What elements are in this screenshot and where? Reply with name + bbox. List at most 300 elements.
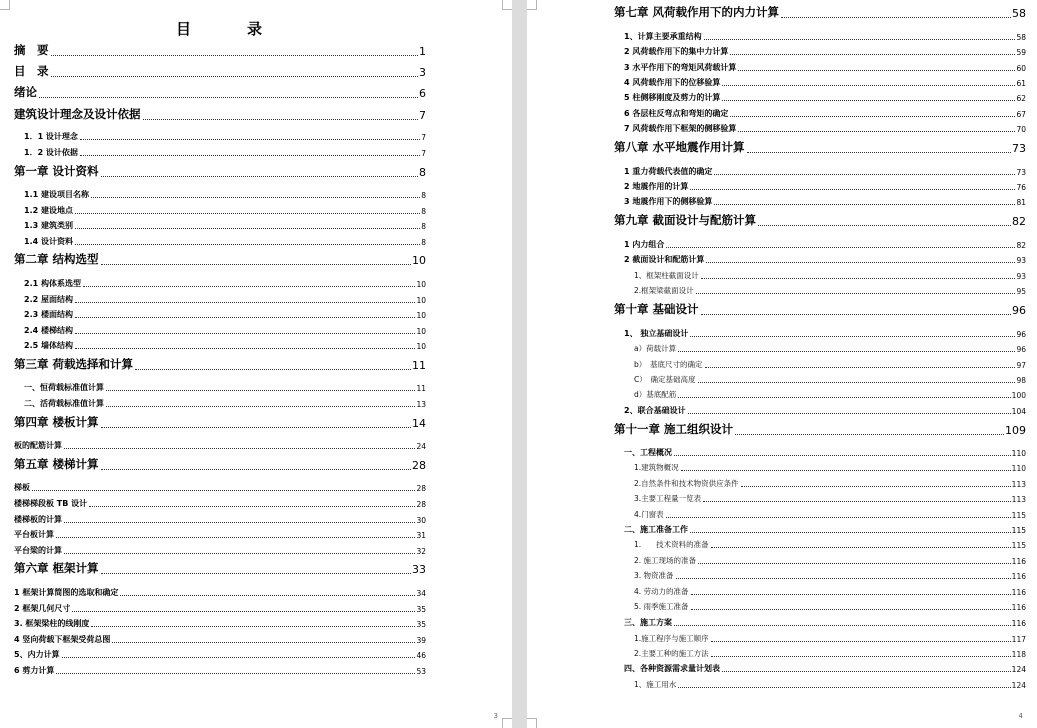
toc-entry-title: 4. 劳动力的准备 xyxy=(634,587,689,596)
toc-leader-dots xyxy=(698,382,1016,383)
toc-entry-page: 104 xyxy=(1011,407,1026,416)
toc-entry-title: 建筑设计理念及设计依据 xyxy=(14,107,141,121)
toc-entry-page: 58 xyxy=(1012,7,1026,20)
toc-entry-title: 1.2 建设地点 xyxy=(24,206,73,215)
toc-heading-char: 录 xyxy=(247,20,265,38)
toc-entry-title: 目 录 xyxy=(14,64,49,78)
toc-entry[interactable] xyxy=(14,665,426,676)
toc-entry-page: 116 xyxy=(1011,619,1026,628)
toc-entry-title: 4.门窗表 xyxy=(634,510,664,519)
toc-leader-dots xyxy=(91,626,415,627)
toc-leader-dots xyxy=(674,455,1011,456)
toc-entry-page: 10 xyxy=(416,296,426,305)
toc-entry[interactable] xyxy=(14,84,426,100)
toc-leader-dots xyxy=(75,348,415,349)
toc-leader-dots xyxy=(705,367,1016,368)
toc-leader-dots xyxy=(75,228,420,229)
toc-entry-page: 24 xyxy=(416,442,426,451)
toc-entry-page: 100 xyxy=(1011,391,1026,400)
toc-leader-dots xyxy=(112,642,415,643)
toc-entry[interactable] xyxy=(614,31,1026,42)
toc-leader-dots xyxy=(101,427,411,428)
toc-entry-page: 6 xyxy=(419,87,426,100)
toc-entry[interactable] xyxy=(14,634,426,645)
toc-leader-dots xyxy=(747,152,1011,153)
toc-entry-page: 115 xyxy=(1011,541,1026,550)
toc-entry[interactable] xyxy=(14,414,426,430)
toc-entry-page: 35 xyxy=(416,605,426,614)
toc-entry[interactable] xyxy=(614,77,1026,88)
toc-entry[interactable] xyxy=(14,236,426,247)
toc-leader-dots xyxy=(64,522,415,523)
toc-entry-page: 60 xyxy=(1016,64,1026,73)
toc-leader-dots xyxy=(80,139,420,140)
toc-entry[interactable] xyxy=(614,212,1026,228)
toc-entry-title: 1 重力荷载代表值的确定 xyxy=(624,167,713,176)
toc-entry[interactable] xyxy=(614,539,1026,550)
toc-entry-title: 1．1 设计理念 xyxy=(24,132,78,141)
toc-entry-page: 8 xyxy=(421,238,426,247)
toc-entry[interactable] xyxy=(14,587,426,598)
toc-entry-page: 7 xyxy=(421,149,426,158)
toc-entry-page: 96 xyxy=(1012,304,1026,317)
toc-entry[interactable] xyxy=(14,529,426,540)
toc-entry-title: b） 基底尺寸的确定 xyxy=(634,360,703,369)
toc-entry[interactable] xyxy=(614,679,1026,690)
crop-mark xyxy=(0,0,10,10)
toc-entry[interactable] xyxy=(614,421,1026,437)
toc-entry-title: 四、各种资源需求量计划表 xyxy=(624,664,720,673)
toc-entry-page: 70 xyxy=(1016,125,1026,134)
toc-leader-dots xyxy=(64,448,415,449)
toc-entry-title: 2 地震作用的计算 xyxy=(624,182,689,191)
toc-entry-title: 2 风荷载作用下的集中力计算 xyxy=(624,47,729,56)
toc-leader-dots xyxy=(711,656,1011,657)
toc-entry-page: 117 xyxy=(1011,635,1026,644)
toc-entry-page: 7 xyxy=(419,109,426,122)
crop-mark xyxy=(502,718,512,728)
toc-entry-page: 62 xyxy=(1016,94,1026,103)
toc-leader-dots xyxy=(701,314,1011,315)
toc-heading-char: 目 xyxy=(175,20,193,38)
toc-entry[interactable] xyxy=(614,270,1026,281)
toc-entry-page: 110 xyxy=(1011,449,1026,458)
toc-entry[interactable] xyxy=(614,570,1026,581)
toc-entry-title: 2 截面设计和配筋计算 xyxy=(624,255,705,264)
toc-entry[interactable] xyxy=(14,325,426,336)
toc-entry-page: 8 xyxy=(421,207,426,216)
toc-entry-title: 第十一章 施工组织设计 xyxy=(614,422,734,436)
crop-mark xyxy=(502,0,512,10)
toc-entry-title: 一、工程概况 xyxy=(624,448,672,457)
toc-entry-title: 平台板计算 xyxy=(14,530,54,539)
toc-entry-title: 4 风荷载作用下的位移验算 xyxy=(624,78,721,87)
toc-entry-page: 124 xyxy=(1011,681,1026,690)
toc-leader-dots xyxy=(64,553,415,554)
toc-entry-title: 摘 要 xyxy=(14,43,49,57)
toc-entry-title: 第十章 基础设计 xyxy=(614,302,699,316)
toc-leader-dots xyxy=(39,97,418,98)
toc-entry[interactable] xyxy=(614,196,1026,207)
toc-entry-page: 115 xyxy=(1011,526,1026,535)
toc-entry[interactable] xyxy=(614,166,1026,177)
toc-entry-title: 1 内力组合 xyxy=(624,240,665,249)
toc-entry-title: 梯板 xyxy=(14,483,30,492)
toc-entry-title: 2.4 楼梯结构 xyxy=(24,326,73,335)
toc-entry-title: 楼梯板的计算 xyxy=(14,515,62,524)
toc-entry-page: 46 xyxy=(416,651,426,660)
toc-entry-title: 楼梯梯段板 TB 设计 xyxy=(14,499,88,508)
toc-leader-dots xyxy=(75,317,415,318)
toc-leader-dots xyxy=(678,351,1015,352)
toc-entry[interactable] xyxy=(614,343,1026,354)
toc-entry[interactable] xyxy=(614,139,1026,155)
toc-entry-title: 第七章 风荷载作用下的内力计算 xyxy=(614,5,780,19)
toc-leader-dots xyxy=(681,470,1011,471)
toc-entry-page: 7 xyxy=(421,133,426,142)
toc-entry-title: 5、内力计算 xyxy=(14,650,60,659)
toc-entry[interactable] xyxy=(614,447,1026,458)
toc-entry[interactable] xyxy=(614,617,1026,628)
toc-entry-page: 116 xyxy=(1011,557,1026,566)
toc-entry[interactable] xyxy=(614,285,1026,296)
toc-leader-dots xyxy=(698,563,1011,564)
toc-entry-title: 1、 独立基础设计 xyxy=(624,329,689,338)
toc-leader-dots xyxy=(735,434,1004,435)
toc-entry-page: 116 xyxy=(1011,603,1026,612)
toc-entry-title: 3 水平作用下的弯矩风荷载计算 xyxy=(624,63,737,72)
toc-entry-title: a）荷载计算 xyxy=(634,344,677,353)
toc-entry-page: 10 xyxy=(416,280,426,289)
toc-entry-title: 6 剪力计算 xyxy=(14,666,55,675)
toc-leader-dots xyxy=(678,687,1010,688)
toc-entry[interactable] xyxy=(14,482,426,493)
toc-leader-dots xyxy=(56,673,415,674)
toc-entry-page: 110 xyxy=(1011,464,1026,473)
toc-entry[interactable] xyxy=(14,189,426,200)
toc-leader-dots xyxy=(696,293,1016,294)
toc-leader-dots xyxy=(722,85,1015,86)
toc-entry[interactable] xyxy=(14,131,426,142)
toc-entry-page: 8 xyxy=(419,166,426,179)
toc-entry-page: 82 xyxy=(1012,215,1026,228)
toc-entry-page: 76 xyxy=(1016,183,1026,192)
toc-entry[interactable] xyxy=(14,220,426,231)
toc-entry[interactable] xyxy=(614,181,1026,192)
toc-leader-dots xyxy=(666,517,1011,518)
toc-entry[interactable] xyxy=(14,251,426,267)
toc-entry-title: 第四章 楼板计算 xyxy=(14,415,99,429)
toc-entry-page: 116 xyxy=(1011,572,1026,581)
page-number: 4 xyxy=(1018,712,1023,720)
toc-leader-dots xyxy=(691,609,1011,610)
toc-entry-page: 82 xyxy=(1016,241,1026,250)
toc-leader-dots xyxy=(701,278,1016,279)
toc-entry-page: 31 xyxy=(416,531,426,540)
toc-entry-page: 3 xyxy=(419,66,426,79)
toc-entry[interactable] xyxy=(14,398,426,409)
toc-leader-dots xyxy=(89,506,415,507)
toc-leader-dots xyxy=(704,39,1016,40)
toc-leader-dots xyxy=(75,302,415,303)
toc-entry[interactable] xyxy=(614,359,1026,370)
toc-entry-title: 5 柱侧移刚度及剪力的计算 xyxy=(624,93,721,102)
toc-entry-page: 81 xyxy=(1016,198,1026,207)
toc-entry-page: 28 xyxy=(416,500,426,509)
toc-entry-title: 1 框架计算简图的选取和确定 xyxy=(14,588,119,597)
toc-leader-dots xyxy=(741,486,1011,487)
toc-leader-dots xyxy=(722,671,1011,672)
toc-entry-title: 1、计算主要承重结构 xyxy=(624,32,702,41)
toc-entry-title: 2.3 楼面结构 xyxy=(24,310,73,319)
toc-leader-dots xyxy=(722,100,1015,101)
toc-entry-page: 33 xyxy=(412,563,426,576)
toc-entry-page: 10 xyxy=(416,327,426,336)
toc-entry-title: 3 地震作用下的侧移验算 xyxy=(624,197,713,206)
toc-entry-page: 10 xyxy=(412,254,426,267)
toc-entry[interactable] xyxy=(614,239,1026,250)
toc-entry[interactable] xyxy=(14,42,426,58)
toc-leader-dots xyxy=(106,406,415,407)
toc-entry-page: 93 xyxy=(1016,256,1026,265)
toc-entry-page: 116 xyxy=(1011,588,1026,597)
toc-leader-dots xyxy=(56,537,415,538)
toc-entry[interactable] xyxy=(614,62,1026,73)
toc-leader-dots xyxy=(691,594,1011,595)
toc-entry[interactable] xyxy=(14,440,426,451)
toc-entry[interactable] xyxy=(14,106,426,122)
toc-entry-title: 4 竖向荷载下框架受荷总图 xyxy=(14,635,111,644)
toc-entry[interactable] xyxy=(614,586,1026,597)
toc-leader-dots xyxy=(730,116,1015,117)
toc-entry-title: 1.施工程序与施工顺序 xyxy=(634,634,709,643)
toc-entry[interactable] xyxy=(614,328,1026,339)
toc-entry[interactable] xyxy=(14,147,426,158)
toc-entry-page: 10 xyxy=(416,342,426,351)
document-page-right xyxy=(527,0,1037,728)
toc-entry[interactable] xyxy=(14,514,426,525)
toc-leader-dots xyxy=(80,155,420,156)
toc-entry-page: 11 xyxy=(412,359,426,372)
toc-entry-title: 1.4 设计资料 xyxy=(24,237,73,246)
toc-leader-dots xyxy=(690,336,1015,337)
toc-entry-page: 96 xyxy=(1016,345,1026,354)
toc-entry-page: 28 xyxy=(412,459,426,472)
toc-entry[interactable] xyxy=(614,601,1026,612)
toc-entry[interactable] xyxy=(14,649,426,660)
toc-entry-page: 13 xyxy=(416,400,426,409)
toc-entry[interactable] xyxy=(14,603,426,614)
toc-leader-dots xyxy=(738,70,1015,71)
toc-leader-dots xyxy=(706,262,1015,263)
toc-leader-dots xyxy=(690,532,1011,533)
toc-leader-dots xyxy=(676,578,1011,579)
toc-leader-dots xyxy=(781,17,1011,18)
toc-entry-page: 28 xyxy=(416,484,426,493)
toc-entry[interactable] xyxy=(14,205,426,216)
toc-entry[interactable] xyxy=(614,462,1026,473)
toc-leader-dots xyxy=(674,625,1011,626)
toc-leader-dots xyxy=(703,501,1011,502)
toc-leader-dots xyxy=(678,397,1010,398)
toc-entry-page: 11 xyxy=(416,384,426,393)
toc-leader-dots xyxy=(83,286,415,287)
toc-entry-title: 7 风荷载作用下框架的侧移验算 xyxy=(624,124,737,133)
toc-entry-title: 第六章 框架计算 xyxy=(14,561,99,575)
toc-entry-title: 6 各层柱反弯点和弯矩的确定 xyxy=(624,109,729,118)
toc-entry-title: 3.主要工程量一览表 xyxy=(634,494,702,503)
toc-entry-page: 113 xyxy=(1011,495,1026,504)
toc-entry-title: 绪论 xyxy=(14,85,37,99)
toc-leader-dots xyxy=(101,573,411,574)
toc-entry-title: 第二章 结构选型 xyxy=(14,252,99,266)
toc-entry[interactable] xyxy=(14,309,426,320)
toc-entry[interactable] xyxy=(14,63,426,79)
toc-entry-page: 34 xyxy=(416,589,426,598)
toc-entry-page: 30 xyxy=(416,516,426,525)
toc-entry-title: 2.主要工种的施工方法 xyxy=(634,649,709,658)
toc-entry-title: 1、框架柱截面设计 xyxy=(634,271,699,280)
toc-leader-dots xyxy=(690,189,1015,190)
toc-entry-title: 平台梁的计算 xyxy=(14,546,62,555)
toc-entry-title: 2.5 墙体结构 xyxy=(24,341,73,350)
page-gutter xyxy=(512,0,527,728)
toc-entry[interactable] xyxy=(614,374,1026,385)
toc-entry[interactable] xyxy=(14,618,426,629)
toc-leader-dots xyxy=(101,176,418,177)
toc-entry-title: 5. 雨季施工准备 xyxy=(634,602,689,611)
toc-entry-title: 3. 框架梁柱的线刚度 xyxy=(14,619,90,628)
toc-entry-title: 2.2 屋面结构 xyxy=(24,295,73,304)
toc-entry-title: 板的配筋计算 xyxy=(14,441,62,450)
toc-entry-page: 67 xyxy=(1016,110,1026,119)
toc-entry-page: 98 xyxy=(1016,376,1026,385)
toc-entry[interactable] xyxy=(614,4,1026,20)
toc-entry-page: 39 xyxy=(416,636,426,645)
toc-entry-page: 95 xyxy=(1016,287,1026,296)
toc-entry-title: 3. 物资准备 xyxy=(634,571,674,580)
toc-entry-title: 第五章 楼梯计算 xyxy=(14,457,99,471)
toc-leader-dots xyxy=(101,469,411,470)
toc-entry[interactable] xyxy=(614,633,1026,644)
toc-entry-title: 2.1 构体系选型 xyxy=(24,279,81,288)
toc-leader-dots xyxy=(666,247,1015,248)
toc-leader-dots xyxy=(75,244,420,245)
toc-entry[interactable] xyxy=(614,92,1026,103)
toc-heading xyxy=(0,18,440,39)
toc-leader-dots xyxy=(75,213,420,214)
toc-entry[interactable] xyxy=(14,163,426,179)
toc-entry-title: 一、恒荷载标准值计算 xyxy=(24,383,104,392)
toc-entry-page: 115 xyxy=(1011,511,1026,520)
toc-leader-dots xyxy=(32,490,415,491)
toc-entry-title: 1.建筑物概况 xyxy=(634,463,679,472)
toc-entry[interactable] xyxy=(614,254,1026,265)
toc-entry-title: C） 确定基础高度 xyxy=(634,375,696,384)
toc-entry[interactable] xyxy=(14,294,426,305)
toc-leader-dots xyxy=(714,174,1015,175)
toc-entry-page: 93 xyxy=(1016,272,1026,281)
toc-entry-title: 2、联合基础设计 xyxy=(624,406,686,415)
toc-entry[interactable] xyxy=(14,356,426,372)
toc-entry[interactable] xyxy=(14,498,426,509)
toc-entry-page: 61 xyxy=(1016,79,1026,88)
toc-entry[interactable] xyxy=(614,493,1026,504)
toc-entry-title: 1. 技术资料的准备 xyxy=(634,540,709,549)
toc-entry[interactable] xyxy=(614,108,1026,119)
page-number: 3 xyxy=(493,712,498,720)
toc-leader-dots xyxy=(738,131,1015,132)
toc-entry[interactable] xyxy=(614,648,1026,659)
toc-entry[interactable] xyxy=(14,456,426,472)
document-page-left xyxy=(0,0,512,728)
toc-entry[interactable] xyxy=(14,545,426,556)
toc-leader-dots xyxy=(75,333,415,334)
toc-leader-dots xyxy=(711,641,1011,642)
toc-leader-dots xyxy=(106,390,415,391)
toc-entry[interactable] xyxy=(14,340,426,351)
toc-entry-page: 35 xyxy=(416,620,426,629)
toc-entry-title: 第九章 截面设计与配筋计算 xyxy=(614,213,757,227)
toc-entry-title: 第三章 荷载选择和计算 xyxy=(14,357,134,371)
toc-entry[interactable] xyxy=(614,123,1026,134)
toc-leader-dots xyxy=(688,413,1011,414)
crop-mark xyxy=(527,0,537,10)
toc-leader-dots xyxy=(91,197,420,198)
toc-entry-title: 二、施工准备工作 xyxy=(624,525,688,534)
toc-leader-dots xyxy=(72,611,415,612)
toc-entry-title: 1.1 建设项目名称 xyxy=(24,190,89,199)
toc-entry[interactable] xyxy=(614,301,1026,317)
toc-entry[interactable] xyxy=(14,382,426,393)
toc-leader-dots xyxy=(711,547,1011,548)
toc-entry-title: 2.自然条件和技术物资供应条件 xyxy=(634,479,739,488)
toc-entry[interactable] xyxy=(14,278,426,289)
toc-leader-dots xyxy=(62,657,416,658)
toc-entry[interactable] xyxy=(614,478,1026,489)
toc-leader-dots xyxy=(714,204,1015,205)
toc-entry[interactable] xyxy=(614,405,1026,416)
toc-entry[interactable] xyxy=(614,663,1026,674)
toc-entry[interactable] xyxy=(614,509,1026,520)
toc-leader-dots xyxy=(135,369,411,370)
toc-leader-dots xyxy=(143,119,419,120)
toc-entry[interactable] xyxy=(614,524,1026,535)
toc-entry[interactable] xyxy=(14,560,426,576)
toc-entry-page: 10 xyxy=(416,311,426,320)
toc-leader-dots xyxy=(51,76,419,77)
toc-entry[interactable] xyxy=(614,555,1026,566)
toc-entry-title: d）基底配筋 xyxy=(634,390,677,399)
toc-entry[interactable] xyxy=(614,389,1026,400)
toc-entry-page: 113 xyxy=(1011,480,1026,489)
toc-entry-page: 109 xyxy=(1005,424,1026,437)
toc-entry-page: 97 xyxy=(1016,361,1026,370)
toc-entry-page: 53 xyxy=(416,667,426,676)
toc-leader-dots xyxy=(120,595,415,596)
toc-entry-page: 1 xyxy=(419,45,426,58)
crop-mark xyxy=(527,718,537,728)
toc-entry-title: 三、施工方案 xyxy=(624,618,672,627)
toc-entry-title: 1．2 设计依据 xyxy=(24,148,78,157)
toc-entry-title: 1、施工用水 xyxy=(634,680,677,689)
toc-entry-page: 8 xyxy=(421,222,426,231)
toc-entry[interactable] xyxy=(614,46,1026,57)
toc-entry-title: 2. 施工现场的准备 xyxy=(634,556,697,565)
toc-leader-dots xyxy=(730,54,1015,55)
toc-entry-title: 二、活荷载标准值计算 xyxy=(24,399,104,408)
toc-entry-title: 1.3 建筑类别 xyxy=(24,221,73,230)
